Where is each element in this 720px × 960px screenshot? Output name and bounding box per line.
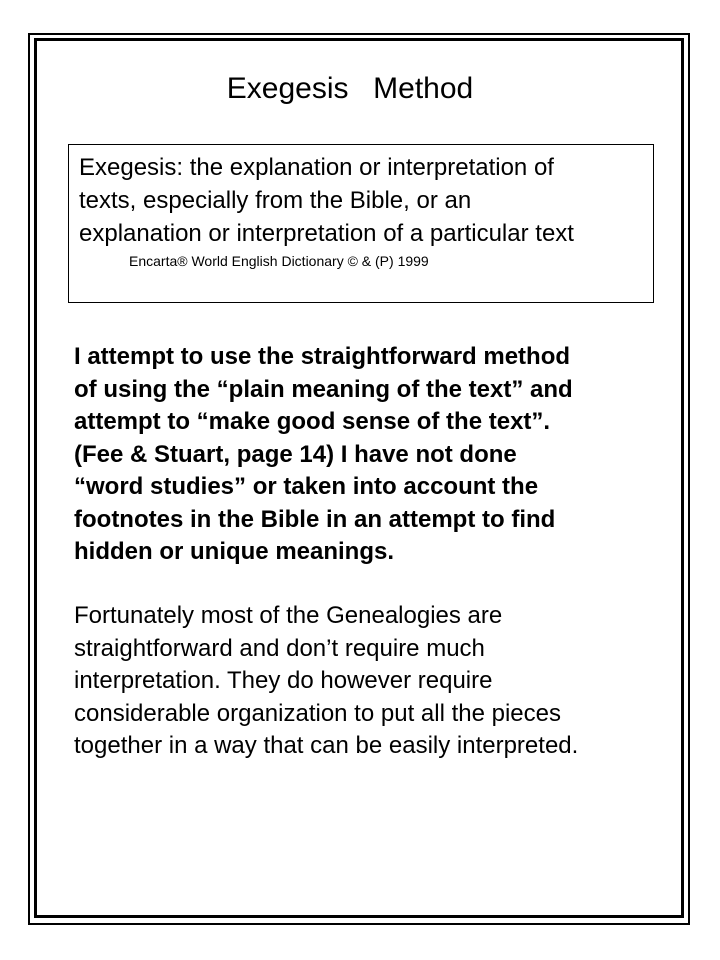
paragraph-line: straightforward and don’t require much [74, 634, 485, 662]
definition-source: Encarta® World English Dictionary © & (P) 1999 [129, 253, 429, 269]
paragraph-line: I attempt to use the straightforward method [74, 343, 571, 370]
definition-text [79, 151, 643, 250]
page-title: Exegesis Method [226, 72, 474, 105]
genealogies-paragraph [74, 600, 674, 763]
paragraph-line: footnotes in the Bible in an attempt to find [74, 505, 556, 533]
definition-line: explanation or interpretation of a particular text [79, 220, 574, 247]
definition-box [68, 144, 654, 303]
paragraph-line: interpretation. They do however require [74, 667, 493, 694]
paragraph-line: attempt to “make good sense of the text”. [74, 408, 551, 435]
paragraph-line: of using the “plain meaning of the text” and [74, 375, 573, 403]
paragraph-line: “word studies” or taken into account the [74, 473, 539, 500]
method-paragraph [74, 341, 674, 569]
paragraph-line: Fortunately most of the Genealogies are [74, 602, 503, 629]
paragraph-line: hidden or unique meanings. [74, 538, 395, 565]
paragraph-line: (Fee & Stuart, page 14) I have not done [74, 440, 517, 468]
paragraph-line: together in a way that can be easily interpreted. [74, 732, 579, 759]
paragraph-line: considerable organization to put all the pieces [74, 699, 561, 727]
definition-line: Exegesis: the explanation or interpretation of [79, 154, 554, 181]
definition-line: texts, especially from the Bible, or an [79, 187, 472, 214]
